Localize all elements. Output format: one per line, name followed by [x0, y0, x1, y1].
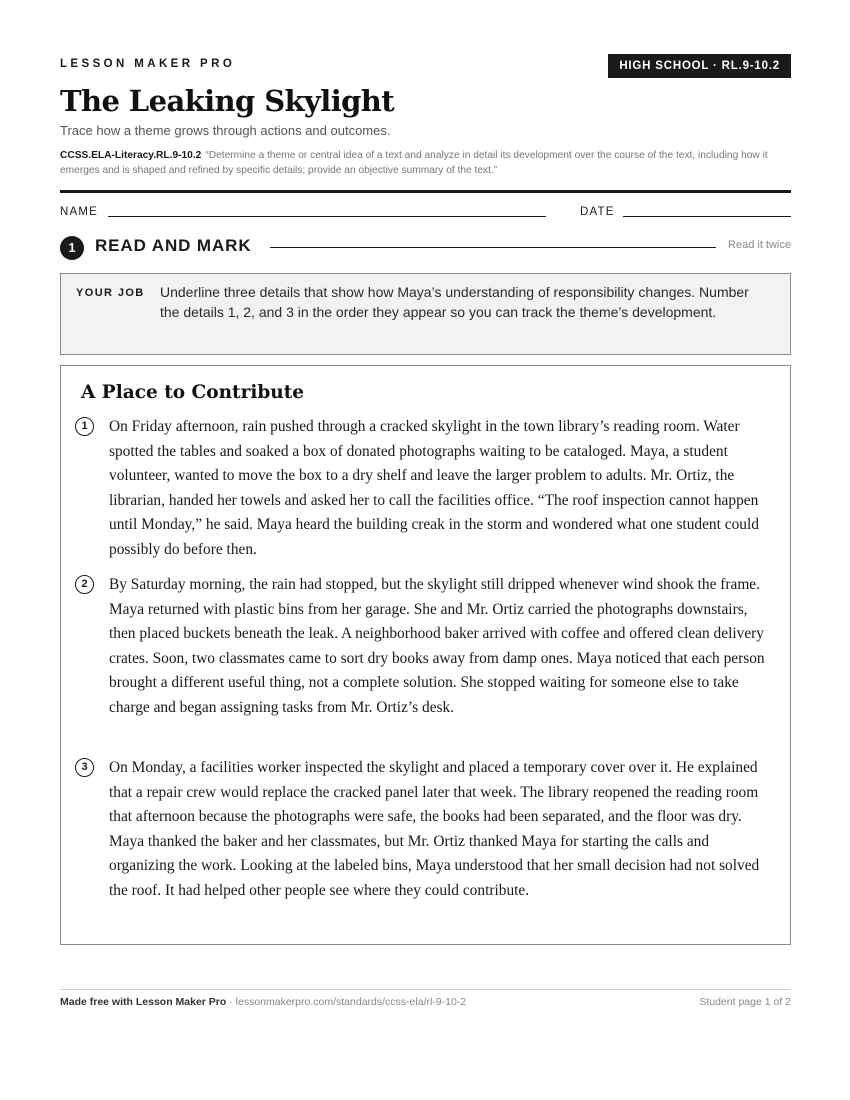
footer-credit — [60, 996, 466, 1008]
job-label: YOUR JOB — [76, 287, 145, 299]
footer-divider — [60, 989, 791, 990]
standard-code: CCSS.ELA-Literacy.RL.9-10.2 — [60, 150, 202, 161]
section-header — [60, 234, 791, 258]
section-note: Read it twice — [728, 239, 791, 251]
job-instructions: Underline three details that show how Maya’s understanding of responsibility changes. Number the details 1, 2, and 3 in the order they appear so you can track the theme’s development. — [160, 284, 749, 320]
standard-statement — [60, 148, 791, 178]
footer-made-with: Made free with Lesson Maker Pro — [60, 996, 227, 1008]
footer-url[interactable]: · lessonmakerpro.com/standards/ccss-ela/rl-9-10-2 — [226, 996, 467, 1008]
paragraph-number: 3 — [75, 758, 94, 777]
header-divider — [60, 190, 791, 193]
page-title: The Leaking Skylight — [60, 84, 395, 118]
section-title: READ AND MARK — [95, 236, 252, 255]
level-badge: HIGH SCHOOL · RL.9-10.2 — [608, 54, 791, 78]
paragraph-text: On Friday afternoon, rain pushed through a cracked skylight in the town library’s reading room. Water spotted the tables and soaked a box of donated photographs waiting to be cataloged. Maya, a student volunteer, wanted to move the box to a dry shelf and leave the larger problem to adults. Mr. Ortiz, the librarian, handed her towels and asked her to call the facilities office. “The roof inspection cannot happen until Monday,” he said. Maya heard the building creak in the storm and wondered what one student could possibly do before then. — [109, 418, 759, 558]
page-subtitle: Trace how a theme grows through actions and outcomes. — [60, 123, 391, 138]
passage-paragraph — [75, 573, 775, 748]
paragraph-number: 2 — [75, 575, 94, 594]
date-label: DATE — [580, 206, 615, 218]
name-label: NAME — [60, 206, 99, 218]
paragraph-number: 1 — [75, 417, 94, 436]
passage-box — [60, 365, 791, 945]
name-field[interactable] — [108, 216, 546, 217]
paragraph-text: By Saturday morning, the rain had stopped, but the skylight still dripped whenever wind shook the frame. Maya returned with plastic bins from her garage. She and Mr. Ortiz carried the photographs downstairs, then placed buckets beneath the leak. A neighborhood baker arrived with coffee and offered clean delivery crates. Soon, two classmates came to sort dry books away from damp ones. Maya noticed that each person brought a different useful thing, not a complete solution. She stopped waiting for someone else to take charge and began assigning tasks from Mr. Ortiz’s desk. — [109, 576, 765, 716]
passage-title: A Place to Contribute — [81, 382, 305, 403]
page-indicator: Student page 1 of 2 — [699, 996, 791, 1008]
section-rule — [270, 247, 716, 248]
standard-text: “Determine a theme or central idea of a text and analyze in detail its development over the course of the text, including how it emerges and is shaped and refined by specific details; provide an objective summary of the text.” — [60, 150, 768, 176]
job-box — [60, 273, 791, 355]
paragraph-text: On Monday, a facilities worker inspected the skylight and placed a temporary cover over it. He explained that a repair crew would replace the cracked panel later that week. The library reopened the reading room that afternoon because the photographs were safe, the books had been separated, and the floor was dry. Maya thanked the baker and her classmates, but Mr. Ortiz thanked Maya for starting the calls and organizing the work. Looking at the labeled bins, Maya understood that her small decision had not solved the roof. It had helped other people see where they could contribute. — [109, 759, 760, 899]
passage-paragraph — [75, 415, 775, 565]
brand-name: LESSON MAKER PRO — [60, 58, 236, 70]
passage-paragraph — [75, 756, 775, 931]
date-field[interactable] — [623, 216, 791, 217]
section-number-badge: 1 — [60, 236, 84, 260]
